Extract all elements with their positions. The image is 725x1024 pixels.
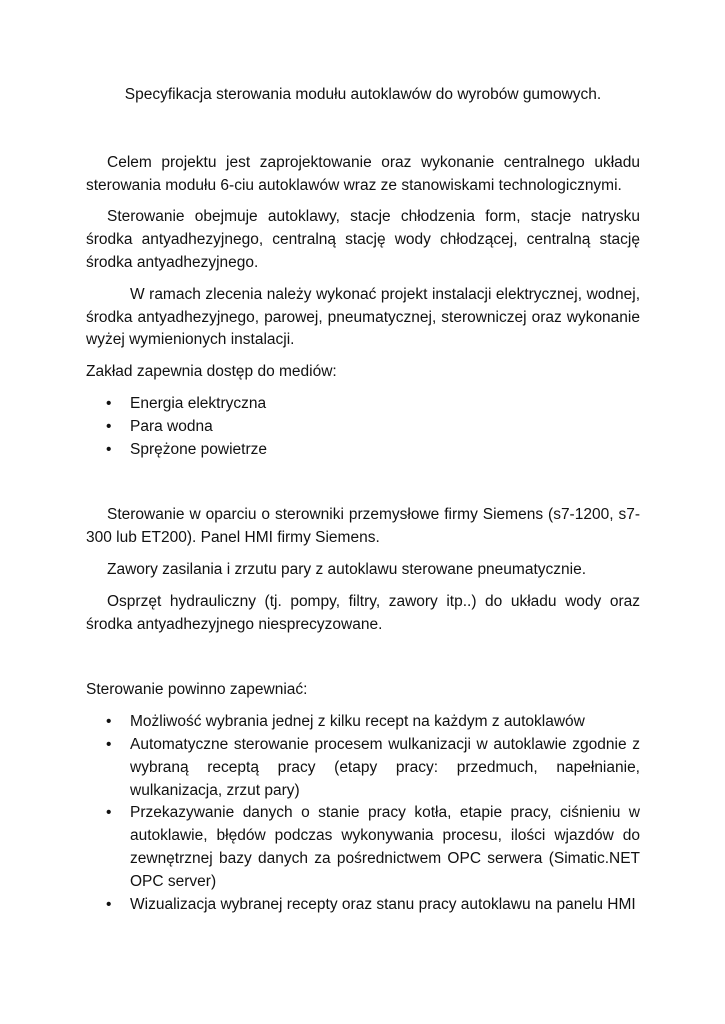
- document-title: Specyfikacja sterowania modułu autoklawów do wyrobów gumowych.: [124, 86, 602, 103]
- bullet-icon: •: [106, 735, 112, 753]
- list-item: • Automatyczne sterowanie procesem wulkanizacji w autoklawie zgodnie z wybraną receptą pracy (etapy pracy: przedmuch, napełnianie, wulkanizacja, zrzut pary): [106, 735, 640, 799]
- media-intro: Zakład zapewnia dostęp do mediów:: [86, 363, 337, 381]
- control-intro: Sterowanie powinno zapewniać:: [86, 681, 308, 699]
- paragraph-hydraulics: Osprzęt hydrauliczny (tj. pompy, filtry, zawory itp..) do układu wody oraz środka antyadhezyjnego niesprecyzowane.: [86, 592, 640, 633]
- bullet-icon: •: [106, 804, 112, 822]
- media-list: [86, 393, 640, 461]
- paragraph-order-scope: W ramach zlecenia należy wykonać projekt instalacji elektrycznej, wodnej, środka antyadhezyjnego, parowej, pneumatycznej, sterowniczej oraz wykonanie wyżej wymienionych instalacji.: [86, 285, 640, 349]
- bullet-icon: •: [106, 895, 112, 913]
- list-item: • Energia elektryczna: [130, 393, 640, 416]
- list-item: • Wizualizacja wybranej recepty oraz stanu pracy autoklawu na panelu HMI: [130, 894, 640, 917]
- bullet-icon: •: [106, 440, 112, 458]
- control-requirements-list: [86, 711, 640, 916]
- paragraph-valves: Zawory zasilania i zrzutu pary z autoklawu sterowane pneumatycznie.: [107, 560, 587, 578]
- list-item: • Możliwość wybrania jednej z kilku recept na każdym z autoklawów: [130, 711, 640, 734]
- list-item: • Sprężone powietrze: [130, 439, 640, 462]
- document-page: [86, 84, 640, 925]
- bullet-icon: •: [106, 417, 112, 435]
- paragraph-control-scope: Sterowanie obejmuje autoklawy, stacje chłodzenia form, stacje natrysku środka antyadhezyjnego, centralną stację wody chłodzącej, centralną stację środka antyadhezyjnego.: [86, 208, 640, 271]
- bullet-icon: •: [106, 394, 112, 412]
- paragraph-project-goal: Celem projektu jest zaprojektowanie oraz wykonanie centralnego układu sterowania modułu 6-ciu autoklawów wraz ze stanowiskami technologicznymi.: [86, 153, 640, 194]
- list-item: • Para wodna: [130, 416, 640, 439]
- bullet-icon: •: [106, 713, 112, 731]
- list-item: • Przekazywanie danych o stanie pracy kotła, etapie pracy, ciśnieniu w autoklawie, błędów podczas wykonywania procesu, ilości wjazdów do zewnętrznej bazy danych za pośrednictwem OPC serwera (Simatic.NET OPC server): [106, 804, 640, 890]
- paragraph-controllers: Sterowanie w oparciu o sterowniki przemysłowe firmy Siemens (s7-1200, s7-300 lub ET200). Panel HMI firmy Siemens.: [86, 506, 640, 547]
